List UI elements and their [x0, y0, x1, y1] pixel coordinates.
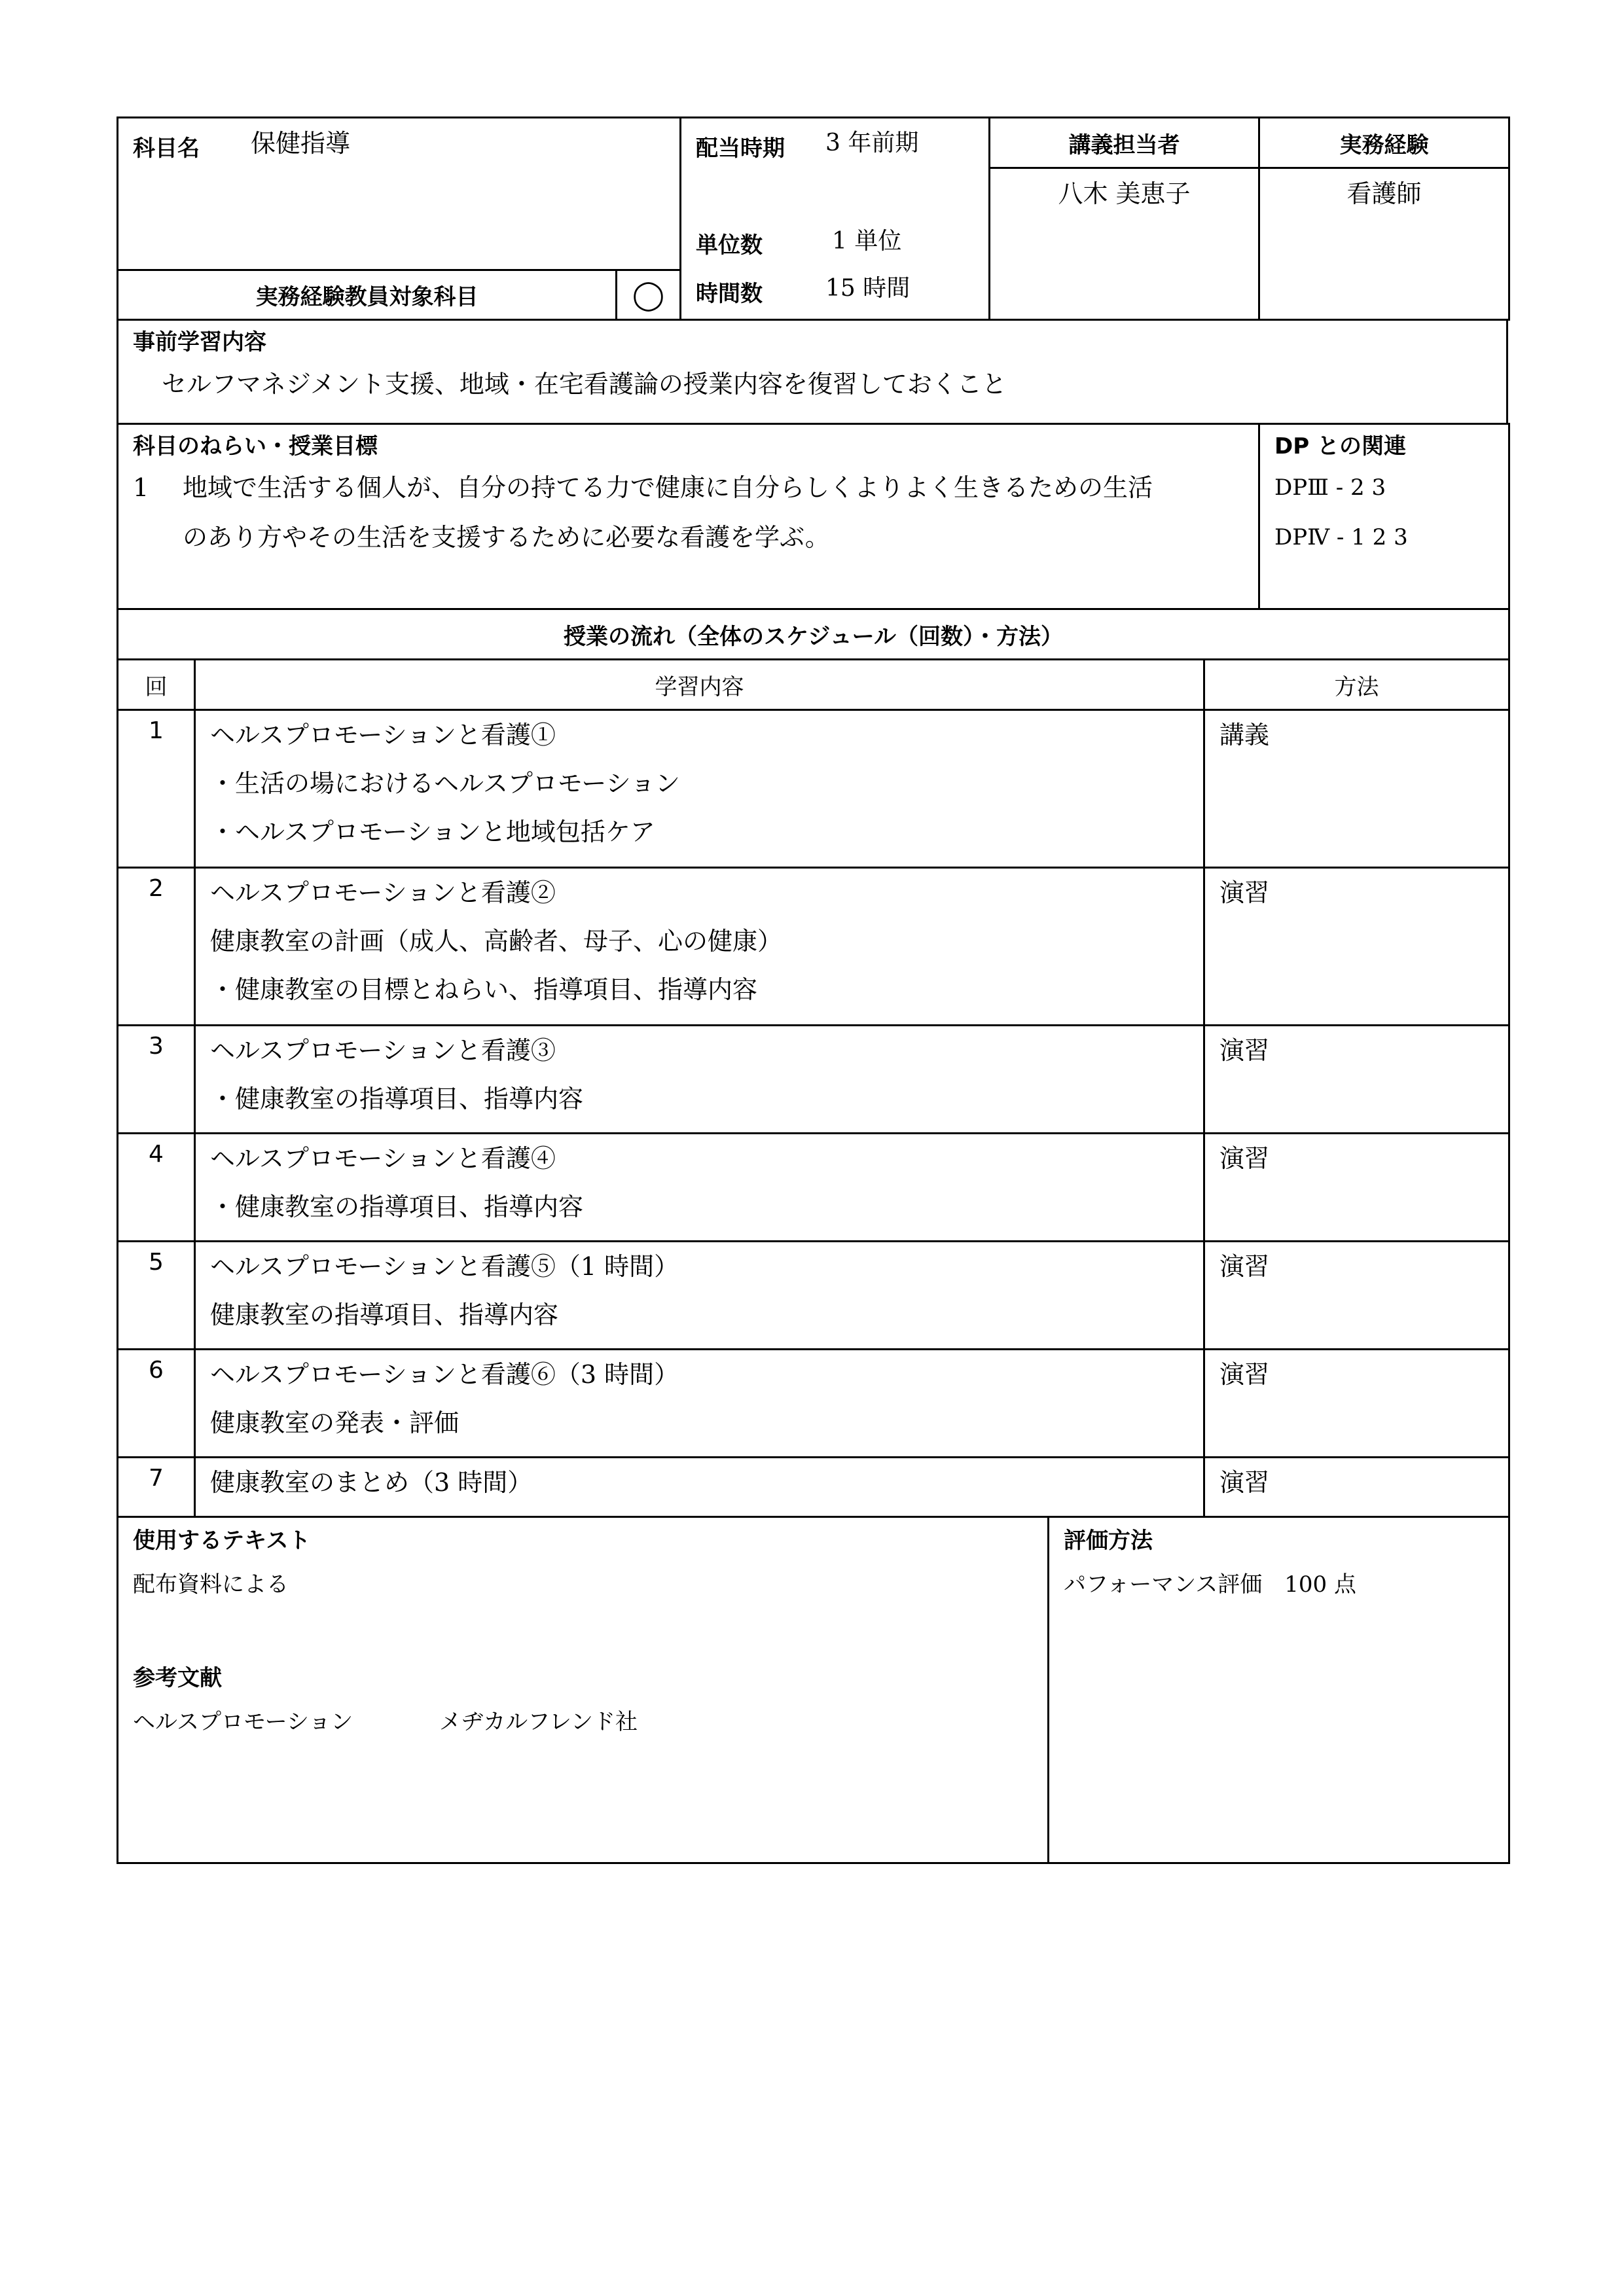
experience-label: 実務経験: [1259, 118, 1509, 168]
schedule-content: [195, 1458, 1204, 1517]
prestudy-text: セルフマネジメント支援、地域・在宅看護論の授業内容を復習しておくこと: [162, 370, 1007, 399]
schedule-method: 演習: [1204, 868, 1509, 1026]
schedule-content: [195, 1350, 1204, 1458]
schedule-method: 演習: [1204, 1026, 1509, 1134]
goal-number: 1: [133, 473, 149, 502]
schedule-round: 3: [118, 1026, 195, 1134]
schedule-content: [195, 1026, 1204, 1134]
evaluation-value: パフォーマンス評価 100 点: [1064, 1571, 1356, 1598]
goals-label: 科目のねらい・授業目標: [133, 433, 378, 459]
schedule-row: [118, 1242, 1509, 1350]
col-content: 学習内容: [195, 660, 1204, 710]
goal-line-1: 地域で生活する個人が、自分の持てる力で健康に自分らしくよりよく生きるための生活: [183, 473, 1153, 502]
prestudy-cell: [118, 320, 1507, 424]
schedule-content-line: ・健康教室の指導項目、指導内容: [210, 1085, 584, 1113]
dp-line-1: DPⅢ - 2 3: [1274, 475, 1386, 501]
schedule-row: [118, 1350, 1509, 1458]
schedule-content: [195, 1242, 1204, 1350]
col-round: 回: [118, 660, 195, 710]
hours-value: 15 時間: [825, 275, 911, 302]
schedule-method: 演習: [1204, 1242, 1509, 1350]
credits-label: 単位数: [696, 232, 763, 259]
schedule-method: 演習: [1204, 1458, 1509, 1517]
schedule-round: 4: [118, 1134, 195, 1242]
period-value: 3 年前期: [825, 130, 919, 156]
schedule-content-line: ・健康教室の目標とねらい、指導項目、指導内容: [210, 975, 758, 1004]
col-method: 方法: [1204, 660, 1509, 710]
instructor-label: 講義担当者: [990, 118, 1259, 168]
schedule-content-line: ヘルスプロモーションと看護⑥（3 時間）: [210, 1360, 679, 1389]
schedule-content-line: 健康教室の発表・評価: [210, 1408, 460, 1437]
schedule-content-line: ・健康教室の指導項目、指導内容: [210, 1193, 584, 1221]
hours-label: 時間数: [696, 281, 763, 307]
schedule-content: [195, 868, 1204, 1026]
goal-line-2: のあり方やその生活を支援するために必要な看護を学ぶ。: [183, 523, 830, 552]
schedule-row: [118, 1458, 1509, 1517]
schedule-method: 演習: [1204, 1134, 1509, 1242]
dp-line-2: DPⅣ - 1 2 3: [1274, 524, 1408, 550]
credits-value: 1 単位: [832, 228, 902, 255]
evaluation-label: 評価方法: [1064, 1528, 1153, 1554]
syllabus-sheet: [117, 117, 1508, 1864]
schedule-content-line: ・生活の場におけるヘルスプロモーション: [210, 769, 680, 798]
schedule-content: [195, 710, 1204, 868]
goals-table: [117, 423, 1510, 610]
schedule-table: [117, 608, 1510, 1518]
schedule-row: [118, 868, 1509, 1026]
texts-cell: [118, 1517, 1049, 1863]
schedule-content-line: 健康教室の指導項目、指導内容: [210, 1300, 559, 1329]
schedule-content-line: 健康教室の計画（成人、高齢者、母子、心の健康）: [210, 927, 783, 956]
subject-value: 保健指導: [251, 129, 351, 158]
schedule-content-line: ヘルスプロモーションと看護③: [210, 1036, 556, 1065]
schedule-content-line: ヘルスプロモーションと看護⑤（1 時間）: [210, 1252, 679, 1281]
prestudy-table: [117, 319, 1508, 425]
schedule-row: [118, 1134, 1509, 1242]
header-table: [117, 117, 1510, 321]
ref-publisher: メヂカルフレンド社: [439, 1709, 638, 1735]
dp-label: DP との関連: [1274, 433, 1406, 459]
schedule-content-line: ヘルスプロモーションと看護④: [210, 1144, 556, 1173]
goals-cell: [118, 424, 1259, 609]
schedule-row: [118, 1026, 1509, 1134]
ref-title: ヘルスプロモーション: [133, 1709, 353, 1735]
footer-table: [117, 1516, 1510, 1864]
schedule-content-line: ヘルスプロモーションと看護②: [210, 878, 556, 907]
prestudy-label: 事前学習内容: [133, 329, 266, 355]
ref-label: 参考文献: [133, 1665, 222, 1691]
schedule-content-line: 健康教室のまとめ（3 時間）: [210, 1468, 533, 1497]
schedule-method: 講義: [1204, 710, 1509, 868]
schedule-round: 7: [118, 1458, 195, 1517]
goal-item: [133, 463, 1244, 512]
schedule-round: 5: [118, 1242, 195, 1350]
schedule-body: [118, 710, 1509, 1517]
practical-mark: ◯: [617, 270, 681, 320]
practical-label: 実務経験教員対象科目: [118, 270, 617, 320]
ref-line: [133, 1697, 1033, 1747]
schedule-round: 6: [118, 1350, 195, 1458]
schedule-title: 授業の流れ（全体のスケジュール（回数）・方法）: [118, 609, 1509, 660]
schedule-round: 1: [118, 710, 195, 868]
subject-label: 科目名: [133, 135, 200, 162]
schedule-row: [118, 710, 1509, 868]
experience-value: 看護師: [1259, 168, 1509, 320]
evaluation-cell: [1049, 1517, 1509, 1863]
texts-label: 使用するテキスト: [133, 1528, 311, 1554]
schedule-content-line: ヘルスプロモーションと看護①: [210, 721, 556, 749]
schedule-method: 演習: [1204, 1350, 1509, 1458]
dp-cell: [1259, 424, 1509, 609]
period-credits-cell: [681, 118, 990, 320]
schedule-round: 2: [118, 868, 195, 1026]
schedule-content-line: ・ヘルスプロモーションと地域包括ケア: [210, 817, 655, 846]
period-label: 配当時期: [696, 135, 785, 162]
texts-value: 配布資料による: [133, 1571, 289, 1598]
subject-cell: [118, 118, 681, 270]
instructor-value: 八木 美恵子: [990, 168, 1259, 320]
schedule-content: [195, 1134, 1204, 1242]
